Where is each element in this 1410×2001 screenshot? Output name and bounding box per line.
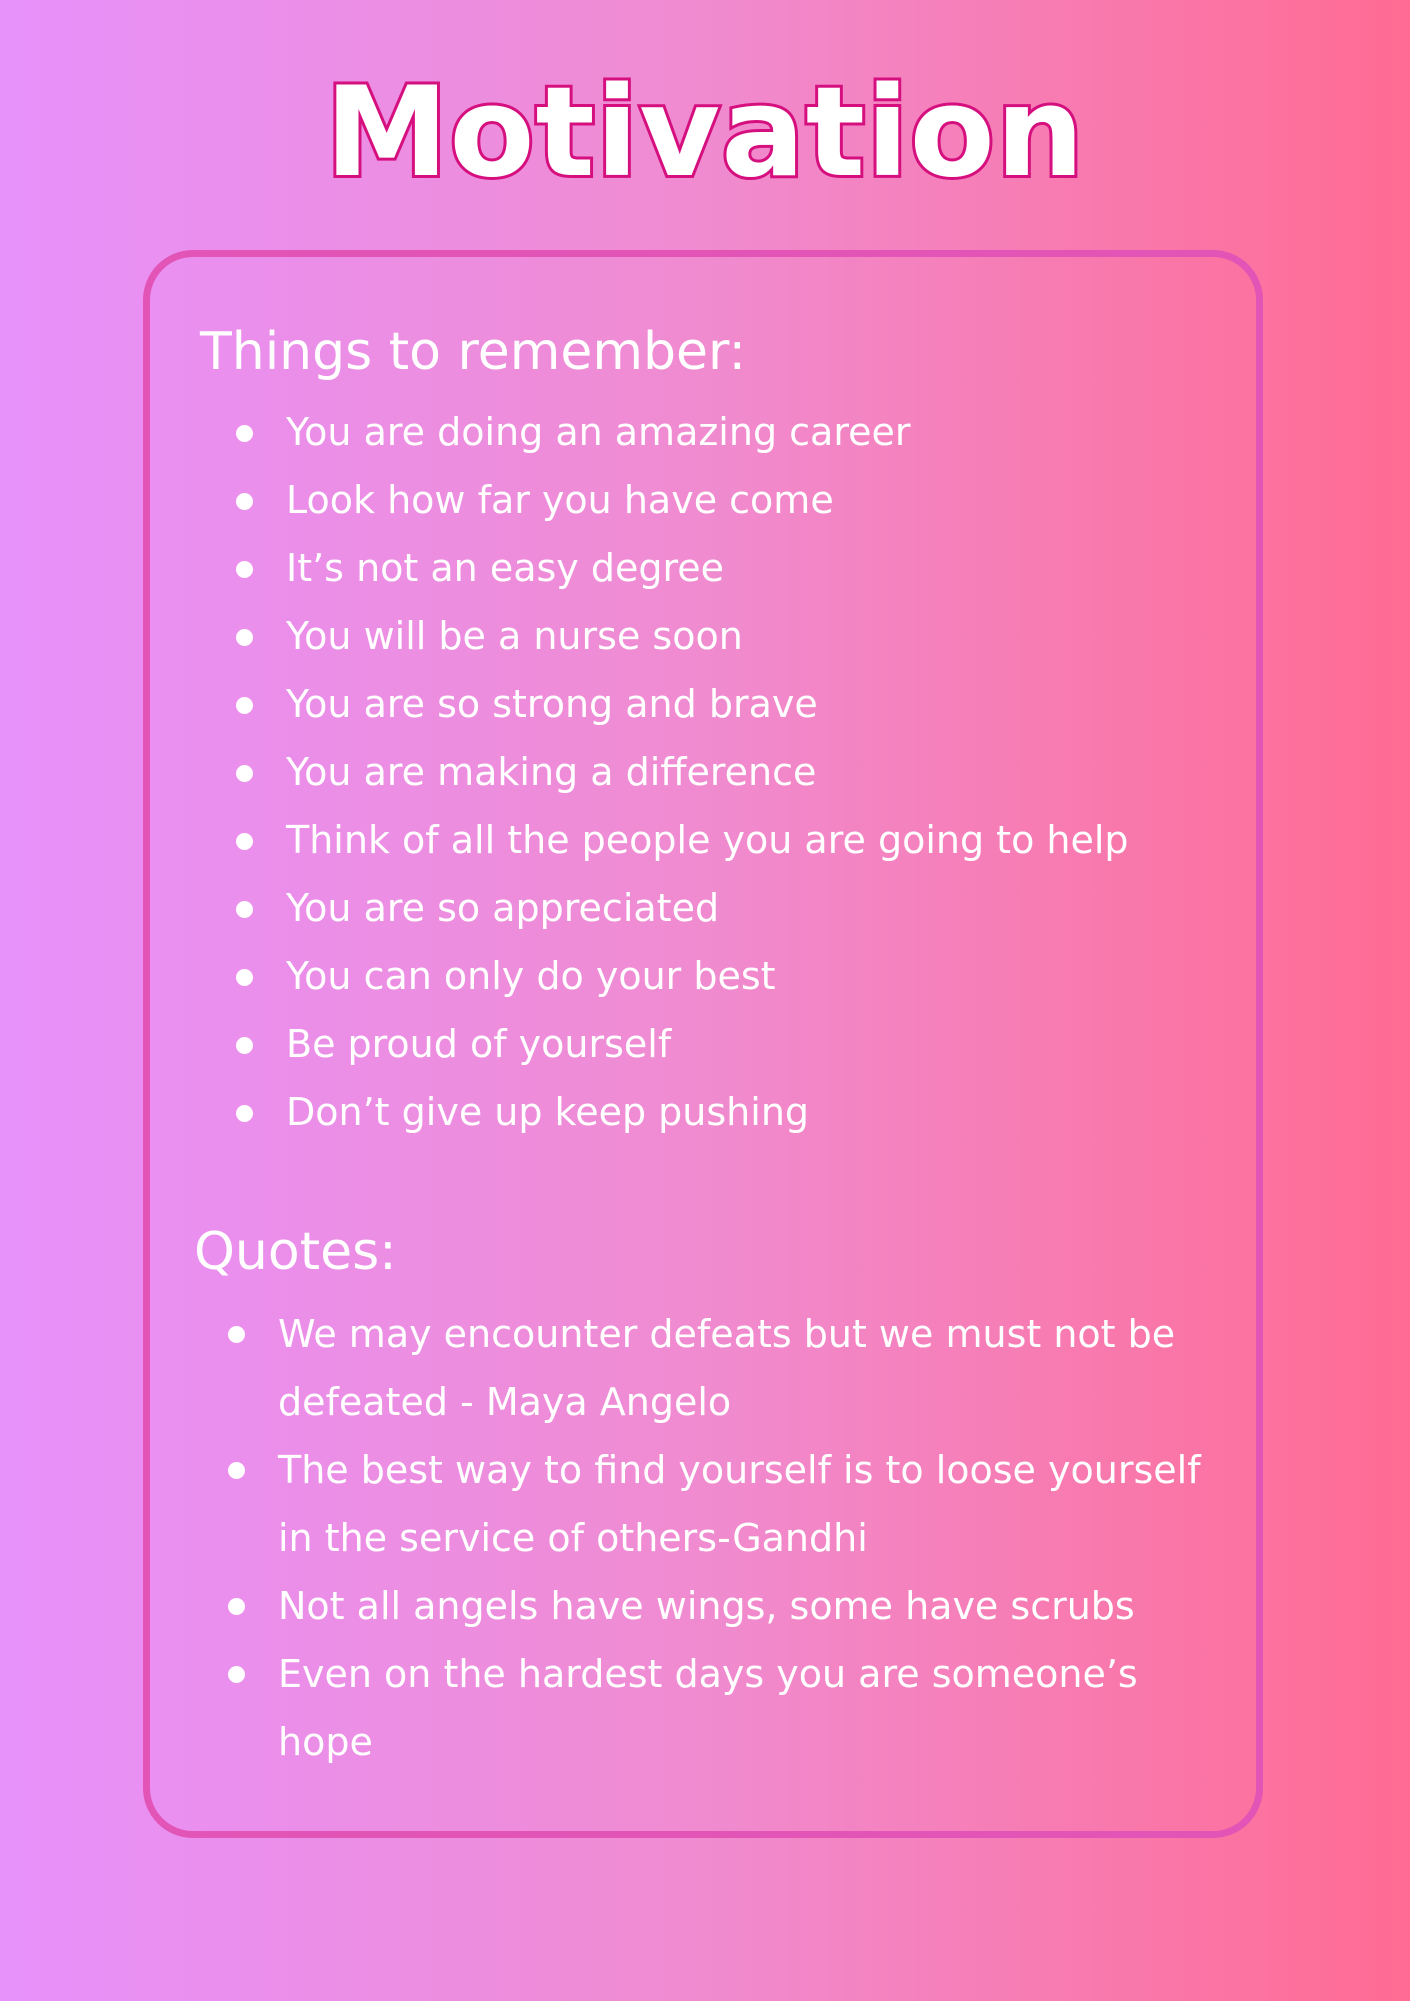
list-item: [232, 1080, 1212, 1148]
quote-item: [224, 1640, 1224, 1776]
bullet-icon: [228, 1462, 245, 1479]
things-heading: Things to remember:: [200, 322, 746, 382]
list-item: [232, 944, 1212, 1012]
quote-text: We may encounter defeats but we must not be defeated - Maya Angelo: [278, 1312, 1176, 1424]
quotes-list: [224, 1300, 1224, 1776]
bullet-icon: [228, 1598, 245, 1615]
list-item-text: You will be a nurse soon: [286, 614, 743, 658]
list-item-text: You are so strong and brave: [286, 682, 818, 726]
list-item-text: Be proud of yourself: [286, 1022, 672, 1066]
quotes-heading: Quotes:: [194, 1222, 397, 1282]
bullet-icon: [236, 969, 253, 986]
list-item: [232, 536, 1212, 604]
page-title: Motivation: [324, 61, 1086, 205]
bullet-icon: [236, 493, 253, 510]
list-item-text: Think of all the people you are going to help: [286, 818, 1129, 862]
list-item: [232, 468, 1212, 536]
list-item: [232, 604, 1212, 672]
bullet-icon: [236, 765, 253, 782]
bullet-icon: [236, 629, 253, 646]
bullet-icon: [236, 1105, 253, 1122]
bullet-icon: [236, 833, 253, 850]
bullet-icon: [236, 1037, 253, 1054]
list-item: [232, 400, 1212, 468]
quote-item: [224, 1300, 1224, 1436]
bullet-icon: [228, 1666, 245, 1683]
quote-text: Not all angels have wings, some have scrubs: [278, 1584, 1135, 1628]
list-item-text: Look how far you have come: [286, 478, 834, 522]
list-item: [232, 672, 1212, 740]
quote-item: [224, 1436, 1224, 1572]
bullet-icon: [228, 1326, 245, 1343]
list-item-text: You are so appreciated: [286, 886, 720, 930]
things-list: [232, 400, 1212, 1148]
list-item: [232, 876, 1212, 944]
list-item: [232, 1012, 1212, 1080]
list-item: [232, 740, 1212, 808]
bullet-icon: [236, 425, 253, 442]
bullet-icon: [236, 561, 253, 578]
list-item-text: It’s not an easy degree: [286, 546, 725, 590]
bullet-icon: [236, 901, 253, 918]
quote-text: Even on the hardest days you are someone’s hope: [278, 1652, 1138, 1764]
list-item-text: Don’t give up keep pushing: [286, 1090, 810, 1134]
quote-text: The best way to find yourself is to loose yourself in the service of others-Gandhi: [278, 1448, 1201, 1560]
bullet-icon: [236, 697, 253, 714]
quote-item: [224, 1572, 1224, 1640]
list-item: [232, 808, 1212, 876]
list-item-text: You are making a difference: [286, 750, 817, 794]
list-item-text: You can only do your best: [286, 954, 776, 998]
list-item-text: You are doing an amazing career: [286, 410, 911, 454]
